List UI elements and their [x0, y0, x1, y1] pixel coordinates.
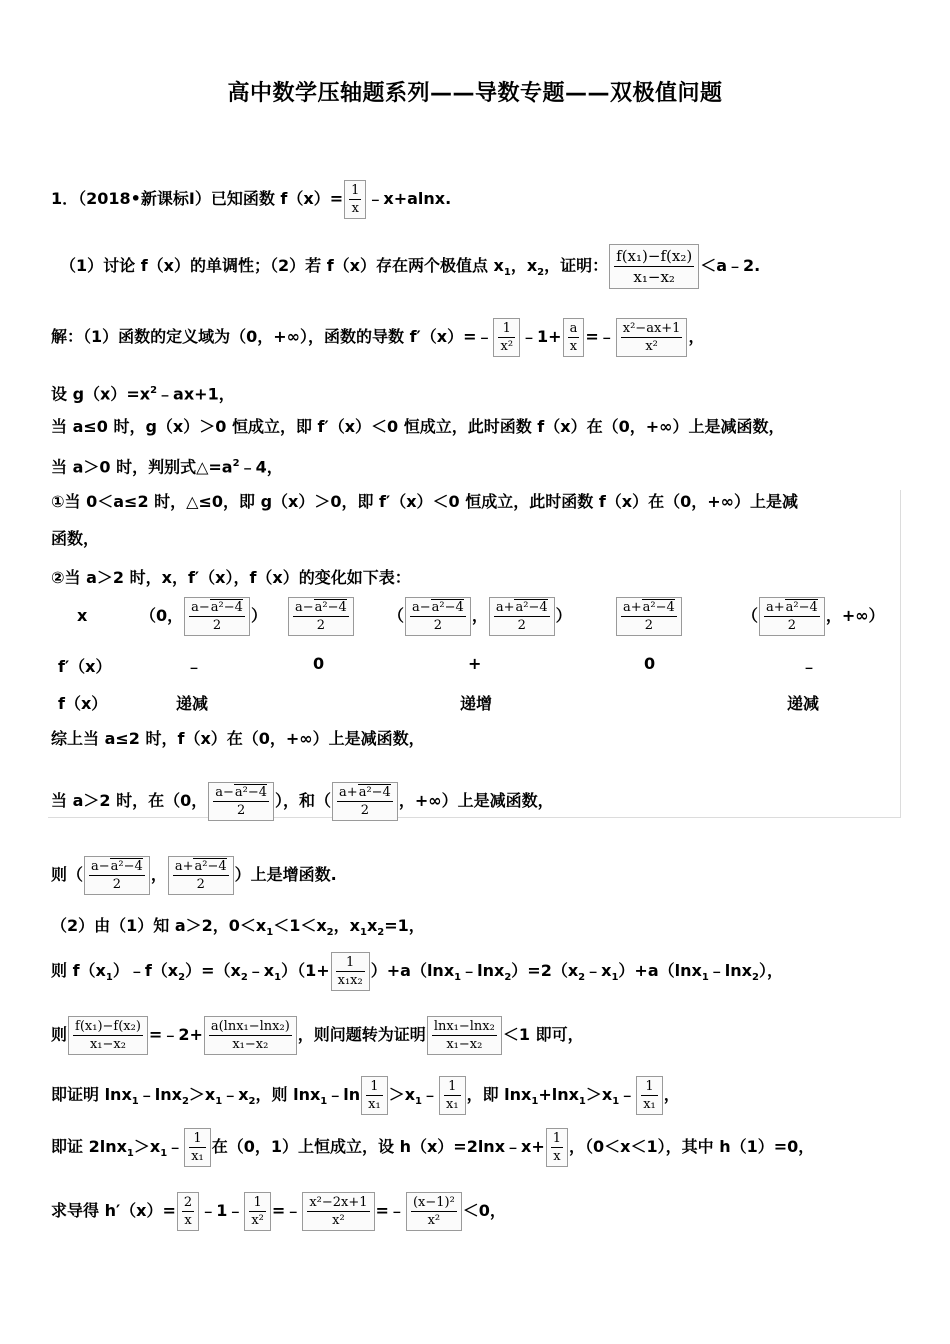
table-row3-label: f（x）	[58, 694, 108, 713]
fraction-1-over-x: $\frac{1}{x}$	[344, 180, 366, 219]
question-end: ，证明：	[544, 256, 609, 275]
fraction-derivative: $\frac{\text{x²−ax+1}}{\text{x²}}$	[616, 318, 688, 357]
table-row1-label: x	[77, 606, 88, 625]
table-row3-val-2: 递增	[460, 694, 493, 713]
table-row2-val-3: +	[468, 654, 482, 673]
solution-line-7: ②当 a＞2 时，x，f′（x），f（x）的变化如下表：	[51, 568, 411, 587]
problem-line-1	[51, 180, 451, 219]
table-row2-val-2: 0	[313, 654, 325, 673]
solution-line-11: （2）由（1）知 a＞2，$0<x_1<1<x_2$，$x_1x_2=1$，	[51, 916, 425, 939]
solution-line-9: 当 a＞2 时，在（0， $\frac{\text{a−a²−4}}{2}$ ），和（ $\frac{\text{a+a²−4}}{2}$ ，+∞）上是减函数，	[51, 782, 554, 821]
table-cell-interval-3: （ $\frac{\text{a+a²−4}}{2}$ ，+∞）	[742, 597, 885, 636]
problem-head-tail: ﹣x+alnx.	[367, 189, 452, 208]
table-row3-val-3: 递减	[787, 694, 820, 713]
solution-line-10: 则（ $\frac{\text{a−a²−4}}{2}$ ， $\frac{\text{a+a²−4}}{2}$ ）上是增函数.	[51, 856, 337, 895]
question-text: （1）讨论 f（x）的单调性；（2）若 f（x）存在两个极值点 x	[60, 256, 504, 275]
table-cell-root-1: $\frac{\text{a−a²−4}}{2}$	[287, 597, 355, 636]
solution-line-13: 则 $\frac{\text{f(x₁)−f(x₂)}}{\text{x₁−x₂}}$ =﹣2+ $\frac{\text{a(lnx₁−lnx₂)}}{\text{x₁−x₂}}$ ，则问题转为证明 $\frac{\text{lnx₁−lnx₂}}{\text{x₁−x₂}}$ ＜1 即可，	[51, 1016, 584, 1055]
solution-line-12: 则 $f(x_1)﹣f(x_2)=(x_2﹣x_1)(1+$ $\frac{1}{\text{x₁x₂}}$ ）$+a(\ln x_1﹣\ln x_2)=2(x_2﹣x_1)+a(\ln x_1﹣\ln x_2)$，	[51, 952, 783, 991]
fraction-a-over-x: $\frac{a}{x}$	[563, 318, 585, 357]
question-mid: ，x	[510, 256, 538, 275]
solution-line-4: 当 a＞0 时，判别式$\triangle=a^2﹣4$，	[51, 457, 283, 477]
problem-line-2: （1）讨论 f（x）的单调性；（2）若 f（x）存在两个极值点 $x_1$，$x_2$，证明： $\frac{\text{f(x₁)−f(x₂)}}{\text{x₁−x₂}}$ ＜a﹣2.	[60, 244, 760, 289]
solution-line-6: 函数，	[51, 529, 100, 548]
solution-line-1: 解：（1）函数的定义域为（0，+∞），函数的导数 f′（x）=﹣ $\frac{1}{\text{x²}}$ ﹣1+ $\frac{a}{x}$ =﹣ $\frac{\text{x²−ax+1}}{\text{x²}}$ ，	[51, 318, 704, 357]
table-row2-val-1: ﹣	[186, 657, 203, 676]
solution-line-15: 即证 $2\ln x_1>x_1﹣$ $\frac{1}{\text{x₁}}$ 在（0，1）上恒成立，设 h（x）=2lnx﹣x+ $\frac{1}{x}$ ，（0＜x＜1），其中 h（1）=0，	[51, 1128, 814, 1167]
solution-line-14: 即证明 $\ln x_1﹣\ln x_2>x_1﹣x_2$，则 lnx$_1$﹣ln $\frac{1}{\text{x₁}}$ $>x_1﹣$ $\frac{1}{\text{x₁}}$ ，即 $\ln x_1+\ln x_1>x_1﹣$ $\frac{1}{\text{x₁}}$ ，	[51, 1076, 680, 1115]
solution-line-2: 设 $g(x)=x^2﹣ax+1$，	[51, 384, 235, 404]
table-row2-label: f′（x）	[58, 657, 112, 676]
solution-line-8: 综上当 a≤2 时，f（x）在（0，+∞）上是减函数，	[51, 729, 425, 748]
fraction-1-over-x2: $\frac{1}{\text{x²}}$	[493, 318, 520, 357]
problem-head: 1．（2018•新课标Ⅰ）已知函数 f（x）=	[51, 189, 344, 208]
solution-line-5: ①当 0＜a≤2 时，△≤0，即 g（x）＞0，即 f′（x）＜0 恒成立，此时函数 f（x）在（0，+∞）上是减	[51, 492, 798, 511]
solution-line-3: 当 a≤0 时，g（x）＞0 恒成立，即 f′（x）＜0 恒成立，此时函数 f（x）在（0，+∞）上是减函数，	[51, 417, 785, 436]
question-tail: ＜a﹣2.	[700, 256, 761, 275]
fraction-difference-quotient: $\frac{\text{f(x₁)−f(x₂)}}{\text{x₁−x₂}}$	[609, 244, 699, 289]
page-title: 高中数学压轴题系列——导数专题——双极值问题	[227, 81, 723, 106]
solution-line-16: 求导得 h′（x）= $\frac{2}{x}$ ﹣1﹣ $\frac{1}{\text{x²}}$ =﹣ $\frac{\text{x²−2x+1}}{\text{x²}}$ =﹣ $\frac{\text{(x−1)²}}{\text{x²}}$ ＜0，	[51, 1192, 506, 1231]
table-row3-val-1: 递减	[176, 694, 209, 713]
table-row2-val-5: ﹣	[801, 657, 818, 676]
table-cell-interval-1: （0， $\frac{\text{a−a²−4}}{2}$ ）	[140, 597, 267, 636]
table-row2-val-4: 0	[644, 654, 656, 673]
table-cell-root-2: $\frac{\text{a+a²−4}}{2}$	[615, 597, 683, 636]
table-cell-interval-2: （ $\frac{\text{a−a²−4}}{2}$ ， $\frac{\text{a+a²−4}}{2}$ ）	[388, 597, 572, 636]
